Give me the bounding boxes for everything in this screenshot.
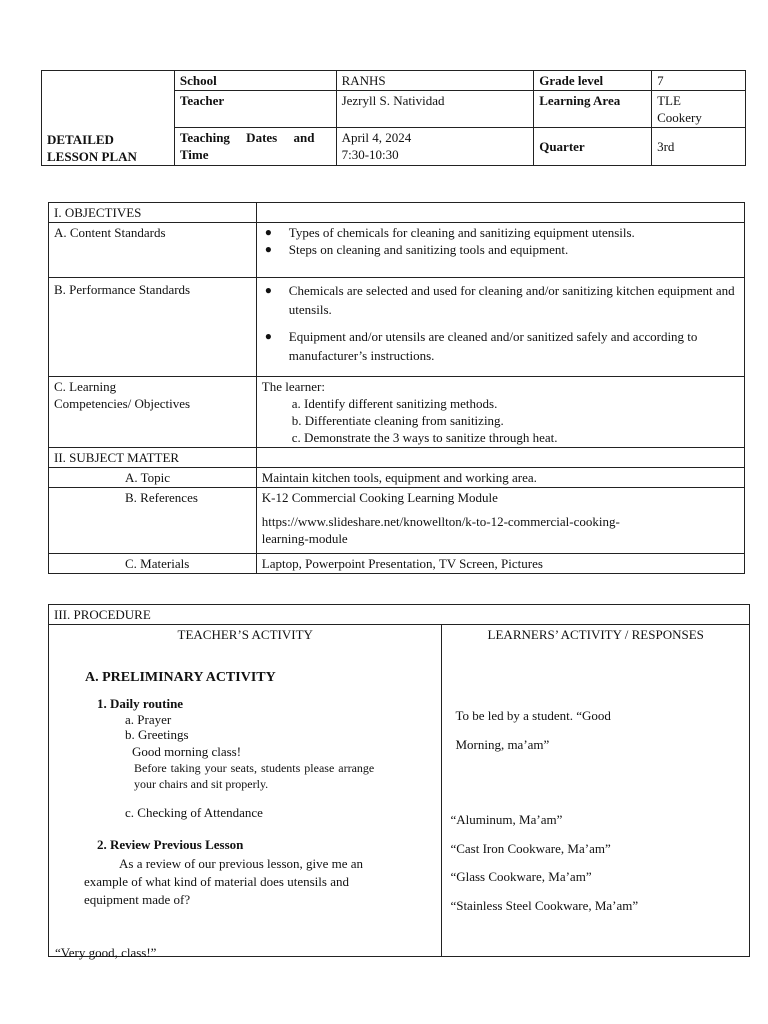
list-item: ● Equipment and/or utensils are cleaned and/or sanitized safely and according to manufacturer’s instructions. xyxy=(262,327,739,365)
references-value xyxy=(256,488,744,554)
performance-standards xyxy=(256,278,744,377)
references-label: B. References xyxy=(49,488,257,554)
objectives-heading: I. OBJECTIVES xyxy=(49,203,257,223)
procedure-table xyxy=(48,604,750,960)
teacher-label: Teacher xyxy=(174,91,336,128)
reference-url: learning-module xyxy=(261,531,348,546)
materials-value: Laptop, Powerpoint Presentation, TV Screen, Pictures xyxy=(256,554,744,574)
competencies-label xyxy=(49,377,257,448)
content-standards-list xyxy=(262,224,739,258)
area-line: Cookery xyxy=(657,110,702,125)
objectives-table xyxy=(48,202,745,574)
subject-matter-heading: II. SUBJECT MATTER xyxy=(49,448,257,468)
response-item: “Aluminum, Ma’am” xyxy=(450,812,563,827)
lesson-plan-title xyxy=(42,71,175,166)
reference-url: https://www.slideshare.net/knowellton/k-to-12-commercial-cooking- xyxy=(261,514,620,529)
dates-value xyxy=(336,128,534,166)
teacher-value: Jezryll S. Natividad xyxy=(336,91,534,128)
learner-col-header: LEARNERS’ ACTIVITY / RESPONSES xyxy=(487,627,704,642)
topic-label: A. Topic xyxy=(49,468,257,488)
led-by-student: To be led by a student. “Good xyxy=(455,708,611,723)
response-item: “Stainless Steel Cookware, Ma’am” xyxy=(450,898,639,913)
list-item: b. Differentiate cleaning from sanitizing. xyxy=(291,413,504,428)
review-heading: 2. Review Previous Lesson xyxy=(97,837,244,852)
content-standards-label: A. Content Standards xyxy=(49,223,257,278)
date-line: April 4, 2024 xyxy=(341,130,412,145)
dates-label-line: Teaching Dates and xyxy=(179,130,315,145)
list-item: a. Identify different sanitizing methods. xyxy=(291,396,498,411)
competencies xyxy=(256,377,744,448)
area-line: TLE xyxy=(657,93,681,108)
time-line: 7:30-10:30 xyxy=(341,147,399,162)
content-standards xyxy=(256,223,744,278)
title-line: LESSON PLAN xyxy=(47,149,137,164)
school-label: School xyxy=(174,71,336,91)
good-morning: Good morning class! xyxy=(132,744,242,759)
learner-intro: The learner: xyxy=(261,379,325,394)
header-table xyxy=(41,70,746,166)
grade-label: Grade level xyxy=(534,71,652,91)
list-item: ● Steps on cleaning and sanitizing tools and equipment. xyxy=(262,241,739,258)
prayer: a. Prayer xyxy=(125,712,172,727)
preliminary-heading: A. PRELIMINARY ACTIVITY xyxy=(85,670,276,685)
attendance: c. Checking of Attendance xyxy=(125,805,263,820)
reference-title: K-12 Commercial Cooking Learning Module xyxy=(261,490,498,505)
learning-area-label: Learning Area xyxy=(534,91,652,128)
learning-area-value xyxy=(652,91,746,128)
materials-label: C. Materials xyxy=(49,554,257,574)
performance-standards-list xyxy=(262,281,739,365)
procedure-heading: III. PROCEDURE xyxy=(49,605,750,625)
review-line: As a review of our previous lesson, give me an xyxy=(119,856,364,871)
instruction-line: your chairs and sit properly. xyxy=(134,777,269,791)
competencies-label-line: Competencies/ Objectives xyxy=(54,396,191,411)
teacher-col-header: TEACHER’S ACTIVITY xyxy=(177,627,313,642)
greetings: b. Greetings xyxy=(125,727,189,742)
grade-value: 7 xyxy=(652,71,746,91)
dates-label xyxy=(174,128,336,166)
competencies-list xyxy=(262,395,739,446)
title-line: DETAILED xyxy=(47,132,114,147)
review-line: equipment made of? xyxy=(84,892,191,907)
seats-instruction xyxy=(134,760,434,792)
empty-cell xyxy=(256,203,744,223)
very-good: “Very good, class!” xyxy=(55,945,157,960)
topic-value: Maintain kitchen tools, equipment and working area. xyxy=(256,468,744,488)
empty-cell xyxy=(256,448,744,468)
instruction-line: Before taking your seats, students please arrange xyxy=(134,761,375,775)
performance-standards-label: B. Performance Standards xyxy=(49,278,257,377)
daily-routine: 1. Daily routine xyxy=(97,696,184,711)
list-item: c. Demonstrate the 3 ways to sanitize through heat. xyxy=(291,430,558,445)
school-value: RANHS xyxy=(336,71,534,91)
list-item: ● Types of chemicals for cleaning and sanitizing equipment utensils. xyxy=(262,224,739,241)
review-text xyxy=(84,855,434,909)
quarter-label: Quarter xyxy=(534,128,652,166)
list-item: ● Chemicals are selected and used for cleaning and/or sanitizing kitchen equipment and utensils. xyxy=(262,281,739,319)
response-item: “Glass Cookware, Ma’am” xyxy=(450,869,592,884)
response-item: “Cast Iron Cookware, Ma’am” xyxy=(450,841,611,856)
competencies-label-line: C. Learning xyxy=(54,379,117,394)
teacher-activity xyxy=(49,625,442,960)
review-line: example of what kind of material does utensils and xyxy=(84,874,349,889)
learners-activity xyxy=(442,625,750,957)
good-morning-response: Morning, ma’am” xyxy=(455,737,550,752)
dates-label-line: Time xyxy=(179,147,209,162)
quarter-value: 3rd xyxy=(652,128,746,166)
